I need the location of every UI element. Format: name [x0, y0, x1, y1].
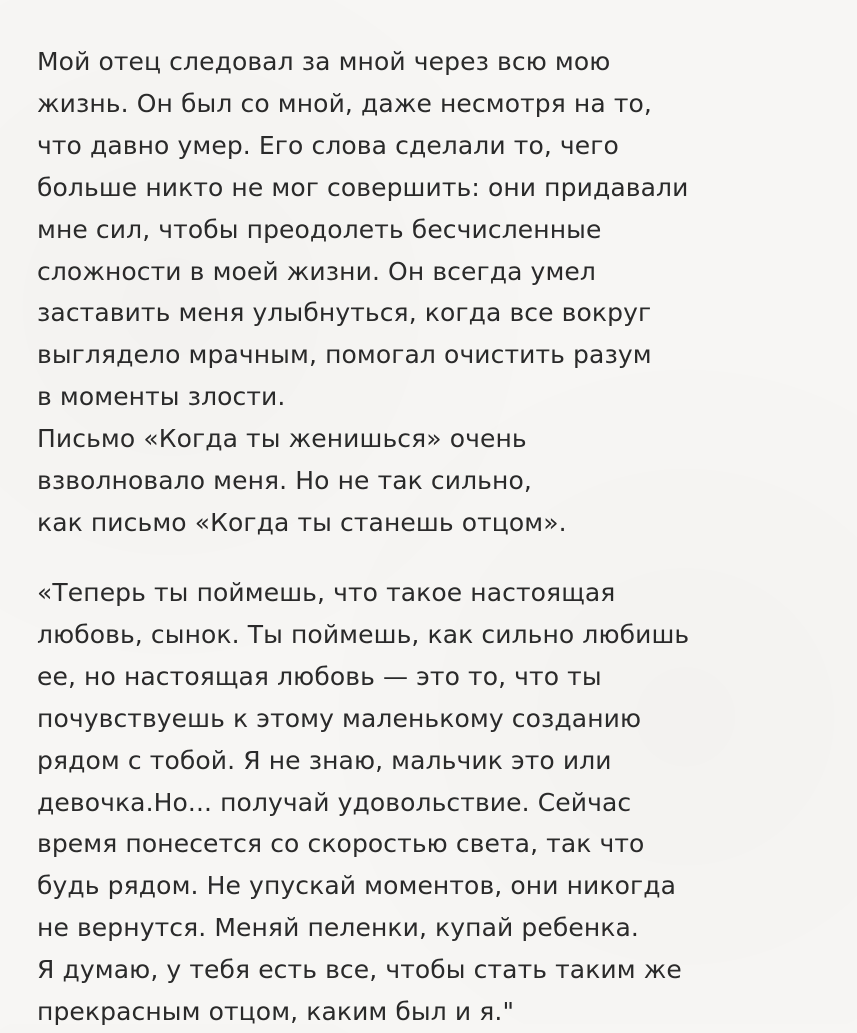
text-line: прекрасным отцом, каким был и я." — [37, 997, 515, 1027]
text-line: сложности в моей жизни. Он всегда умел — [37, 256, 596, 286]
text-line: заставить меня улыбнуться, когда все вокруг — [37, 298, 652, 328]
text-line: в моменты злости. — [37, 382, 286, 412]
text-line: любовь, сынок. Ты поймешь, как сильно любишь — [37, 619, 690, 649]
text-line: рядом с тобой. Я не знаю, мальчик это или — [37, 745, 612, 775]
text-line: «Теперь ты поймешь, что такое настоящая — [37, 578, 616, 607]
text-line: ее, но настоящая любовь — это то, что ты — [37, 661, 602, 691]
text-line: взволновало меня. Но не так сильно, — [37, 466, 532, 496]
text-line: жизнь. Он был со мной, даже несмотря на то, — [37, 88, 652, 118]
text-line: как письмо «Когда ты станешь отцом». — [37, 507, 567, 537]
text-line: Я думаю, у тебя есть все, чтобы стать таким же — [37, 955, 682, 985]
text-line: Письмо «Когда ты женишься» очень — [37, 424, 527, 454]
text-line: что давно умер. Его слова сделали то, чего — [37, 130, 619, 160]
text-line: больше никто не мог совершить: они придавали — [37, 172, 689, 202]
text-line: время понесется со скоростью света, так что — [37, 829, 645, 859]
paragraph-father-memory — [37, 41, 688, 544]
text-line: почувствуешь к этому маленькому созданию — [37, 703, 642, 733]
text-line: не вернутся. Меняй пеленки, купай ребенка. — [37, 913, 639, 943]
text-line: будь рядом. Не упускай моментов, они никогда — [37, 871, 677, 901]
text-line: Мой отец следовал за мной через всю мою — [37, 47, 611, 76]
text-line: мне сил, чтобы преодолеть бесчисленные — [37, 214, 602, 244]
text-line: выглядело мрачным, помогал очистить разум — [37, 340, 652, 370]
paragraph-letter-quote — [37, 572, 689, 1033]
text-line: девочка.Но... получай удовольствие. Сейчас — [37, 787, 632, 817]
